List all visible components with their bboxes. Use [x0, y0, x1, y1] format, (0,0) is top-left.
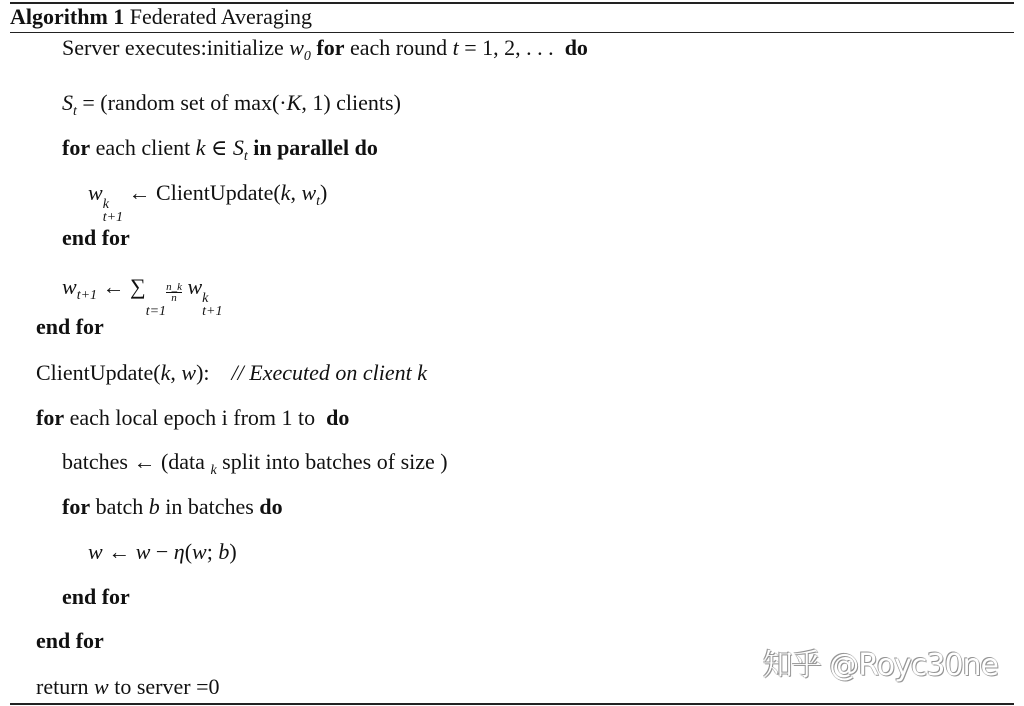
- math-symbol: w: [62, 274, 77, 299]
- algorithm-name: Federated Averaging: [129, 4, 313, 29]
- algorithm-line: [36, 314, 104, 340]
- text-segment: return: [36, 674, 95, 699]
- math-symbol: // Executed on client k: [231, 360, 428, 385]
- text-segment: batches ← (data: [62, 449, 211, 474]
- algorithm-line: [62, 135, 378, 170]
- math-symbol: w: [187, 274, 203, 299]
- math-upper: k: [102, 197, 109, 212]
- math-upper: n_k: [166, 281, 182, 293]
- text-segment: to server =0: [108, 674, 220, 699]
- math-lower: t+1: [202, 304, 223, 319]
- text-segment: batch: [90, 494, 149, 519]
- algorithm-label: Algorithm 1: [10, 4, 125, 29]
- text-segment: = 1, 2, . . .: [458, 35, 565, 60]
- algorithm-line: [88, 539, 237, 565]
- keyword: in parallel do: [247, 135, 378, 160]
- algorithm-line: [36, 674, 219, 700]
- text-segment: ): [229, 539, 237, 564]
- keyword: for: [36, 405, 65, 430]
- math-sub-superscript: [146, 292, 166, 318]
- math-symbol: w: [301, 180, 317, 205]
- math-symbol: S: [232, 135, 244, 160]
- text-segment: ClientUpdate(: [36, 360, 161, 385]
- math-symbol: b: [148, 494, 160, 519]
- math-sub-superscript: [103, 198, 123, 224]
- math-symbol: t+1: [76, 288, 98, 303]
- text-segment: ← ∑: [97, 274, 146, 299]
- keyword: do: [259, 494, 283, 519]
- math-fraction: [166, 282, 182, 303]
- algorithm-line: [62, 494, 283, 520]
- keyword: do: [564, 35, 588, 60]
- math-symbol: k: [210, 463, 217, 478]
- text-segment: = (random set of max(·: [76, 90, 287, 115]
- math-symbol: 0: [303, 49, 311, 64]
- text-segment: ←: [102, 539, 136, 564]
- algorithm-line: [62, 449, 448, 484]
- algorithm-line: [36, 405, 349, 431]
- text-segment: ,: [170, 360, 182, 385]
- text-segment: ):: [196, 360, 232, 385]
- keyword: end for: [62, 584, 130, 609]
- caption-rule: [10, 32, 1014, 33]
- math-symbol: w: [135, 539, 151, 564]
- keyword: end for: [36, 628, 104, 653]
- math-upper: k: [202, 291, 209, 306]
- algorithm-line: [62, 584, 130, 610]
- math-symbol: t: [73, 104, 77, 119]
- algorithm-line: [62, 35, 588, 70]
- text-segment: ← ClientUpdate(: [123, 180, 281, 205]
- algorithm-line: [88, 180, 327, 224]
- math-symbol: w: [181, 360, 197, 385]
- keyword: for: [62, 494, 91, 519]
- bottom-rule: [10, 703, 1014, 705]
- text-segment: ;: [206, 539, 219, 564]
- text-segment: each client: [90, 135, 196, 160]
- math-symbol: η: [173, 539, 185, 564]
- text-segment: each local epoch i from 1 to: [64, 405, 327, 430]
- algorithm-line: [36, 360, 427, 386]
- math-symbol: K: [286, 90, 302, 115]
- algorithm-caption: [10, 4, 312, 30]
- keyword: for: [62, 135, 91, 160]
- text-segment: Server executes:initialize: [62, 35, 290, 60]
- algorithm-line: [62, 225, 130, 251]
- math-symbol: w: [88, 539, 103, 564]
- text-segment: each round: [344, 35, 453, 60]
- watermark: 知乎 @Royc30ne: [762, 648, 998, 683]
- text-segment: (: [184, 539, 193, 564]
- text-segment: −: [150, 539, 174, 564]
- math-symbol: k: [195, 135, 206, 160]
- math-symbol: w: [289, 35, 304, 60]
- math-lower: t=1: [145, 304, 167, 319]
- math-symbol: t: [452, 35, 459, 60]
- math-symbol: t: [243, 149, 248, 164]
- text-segment: in batches: [159, 494, 260, 519]
- text-segment: ): [320, 180, 328, 205]
- math-symbol: w: [192, 539, 207, 564]
- text-segment: ∈: [205, 135, 233, 160]
- math-symbol: k: [160, 360, 171, 385]
- algorithm-line: [36, 628, 104, 654]
- math-sub-superscript: [202, 292, 222, 318]
- algorithm-line: [62, 274, 222, 318]
- math-symbol: S: [62, 90, 73, 115]
- math-lower: n: [171, 292, 177, 304]
- keyword: end for: [36, 314, 104, 339]
- math-symbol: w: [94, 674, 109, 699]
- math-symbol: b: [218, 539, 230, 564]
- text-segment: split into batches of size ): [216, 449, 448, 474]
- text-segment: , 1) clients): [301, 90, 401, 115]
- algorithm-line: [62, 90, 401, 125]
- math-symbol: w: [88, 180, 103, 205]
- keyword: for: [310, 35, 345, 60]
- keyword: end for: [62, 225, 130, 250]
- text-segment: ,: [290, 180, 302, 205]
- math-symbol: k: [280, 180, 291, 205]
- math-symbol: t: [316, 194, 321, 209]
- keyword: do: [326, 405, 350, 430]
- math-lower: t+1: [102, 210, 124, 225]
